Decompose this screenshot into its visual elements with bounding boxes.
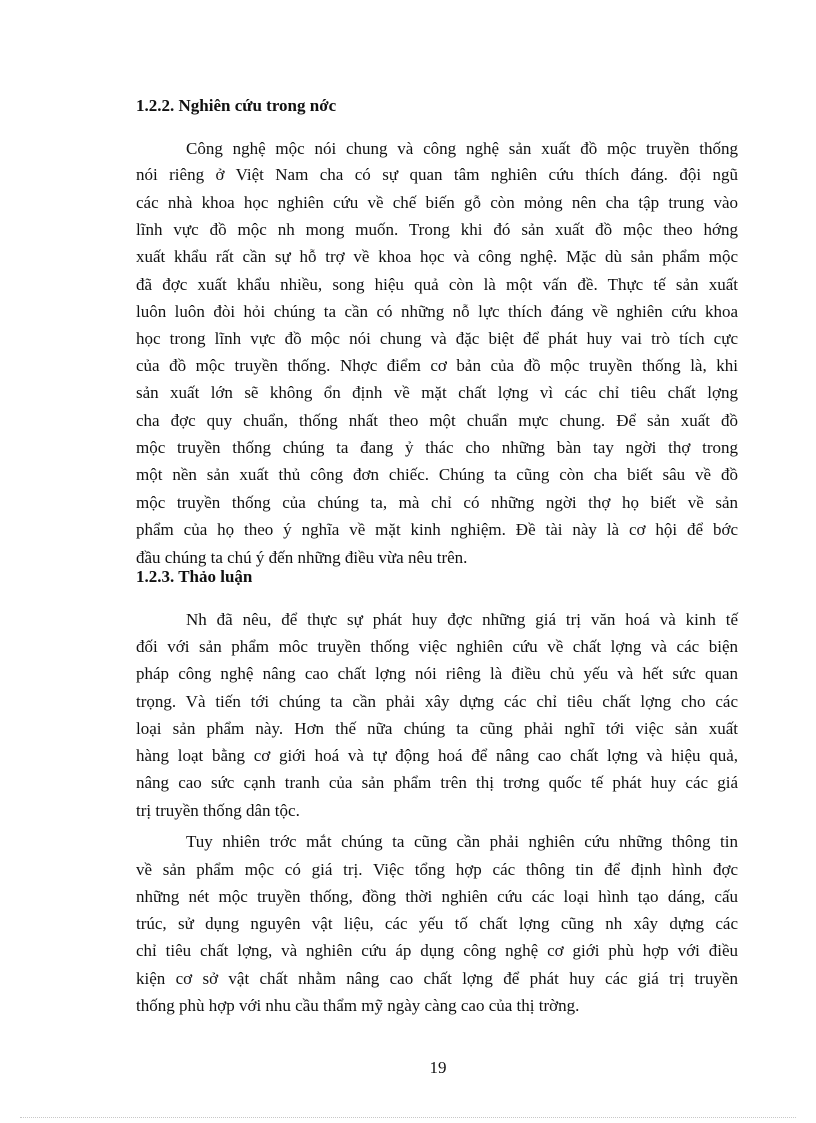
paragraph-line: các nhà khoa học nghiên cứu về chế biến gỗ còn mỏng nên cha tập trung vào bbox=[136, 193, 738, 212]
paragraph-line: loại sản phẩm này. Hơn thế nữa chúng ta cũng phải nghĩ tới việc sản xuất bbox=[136, 719, 738, 738]
paragraph-line: phẩm của họ theo ý nghĩa về mặt kinh nghiệm. Đề tài này là cơ hội để bớc bbox=[136, 520, 738, 539]
paragraph-line: luôn luôn đòi hỏi chúng ta cần có những nỗ lực thích đáng về nghiên cứu khoa bbox=[136, 302, 738, 321]
paragraph-line: Nh đã nêu, để thực sự phát huy đợc những giá trị văn hoá và kinh tế bbox=[186, 610, 738, 629]
paragraph-line: về sản phẩm mộc có giá trị. Việc tổng hợp các thông tin để định hình đợc bbox=[136, 860, 738, 879]
paragraph-line: thống phù hợp với nhu cầu thẩm mỹ ngày càng cao của thị trờng. bbox=[136, 996, 580, 1015]
paragraph-line: kiện cơ sở vật chất nhằm nâng cao chất lợng để phát huy các giá trị truyền bbox=[136, 969, 738, 988]
paragraph-line: pháp công nghệ nâng cao chất lợng nói riêng là điều chủ yếu và hết sức quan bbox=[136, 664, 738, 683]
paragraph-line: sản xuất lớn sẽ không ổn định về mặt chất lợng vì các chỉ tiêu chất lợng bbox=[136, 383, 738, 402]
paragraph-line: một nền sản xuất thủ công đơn chiếc. Chúng ta cũng còn cha biết sâu về đồ bbox=[136, 465, 738, 484]
paragraph-line: mộc truyền thống chúng ta đang ỷ thác cho những bàn tay ngời thợ trong bbox=[136, 438, 738, 457]
paragraph-line: chỉ tiêu chất lợng, và nghiên cứu áp dụng công nghệ cơ giới phù hợp với điều bbox=[136, 941, 738, 960]
paragraph-line: trị truyền thống dân tộc. bbox=[136, 801, 300, 820]
paragraph-line: trúc, sử dụng nguyên vật liệu, các yếu tố chất lợng cũng nh xây dựng các bbox=[136, 914, 738, 933]
paragraph-line: những nét mộc truyền thống, đồng thời nghiên cứu các loại hình tạo dáng, cấu bbox=[136, 887, 738, 906]
page-number: 19 bbox=[429, 1058, 447, 1077]
paragraph-line: nâng cao sức cạnh tranh của sản phẩm trên thị trơng quốc tế phát huy các giá bbox=[136, 773, 738, 792]
paragraph-line: cha đợc quy chuẩn, thống nhất theo một chuẩn mực chung. Để sản xuất đồ bbox=[136, 411, 738, 430]
paragraph-line: nói riêng ở Việt Nam cha có sự quan tâm nghiên cứu thích đáng. đội ngũ bbox=[136, 165, 738, 184]
paragraph-line: xuất khẩu rất cần sự hỗ trợ về khoa học và công nghệ. Mặc dù sản phẩm mộc bbox=[136, 247, 738, 266]
section-heading: 1.2.2. Nghiên cứu trong nớc bbox=[136, 96, 337, 115]
paragraph-line: học trong lĩnh vực đồ mộc nói chung và đặc biệt để phát huy vai trò tích cực bbox=[136, 329, 738, 348]
paragraph-line: đối với sản phẩm môc truyền thống việc nghiên cứu về chất lợng và các biện bbox=[136, 637, 738, 656]
section-heading: 1.2.3. Thảo luận bbox=[136, 567, 253, 586]
paragraph-line: của đồ mộc truyền thống. Nhợc điểm cơ bản của đồ mộc truyền thống là, khi bbox=[136, 356, 738, 375]
paragraph-line: Công nghệ mộc nói chung và công nghệ sản xuất đồ mộc truyền thống bbox=[186, 139, 738, 158]
paragraph-line: đã đợc xuất khẩu nhiều, song hiệu quả còn là một vấn đề. Thực tế sản xuất bbox=[136, 275, 738, 294]
page-bottom-edge bbox=[20, 1117, 796, 1118]
paragraph-line: trọng. Và tiến tới chúng ta cần phải xây dựng các chỉ tiêu chất lợng cho các bbox=[136, 692, 738, 711]
paragraph-line: Tuy nhiên trớc mắt chúng ta cũng cần phải nghiên cứu những thông tin bbox=[186, 832, 738, 851]
paragraph-line: hàng loạt bằng cơ giới hoá và tự động hoá để nâng cao chất lợng và hiệu quả, bbox=[136, 746, 738, 765]
paragraph-line: mộc truyền thống của chúng ta, mà chỉ có những ngời thợ họ biết về sản bbox=[136, 493, 738, 512]
paragraph-line: đầu chúng ta chú ý đến những điều vừa nêu trên. bbox=[136, 548, 468, 567]
paragraph-line: lĩnh vực đồ mộc nh mong muốn. Trong khi đó sản xuất đồ mộc theo hớng bbox=[136, 220, 738, 239]
